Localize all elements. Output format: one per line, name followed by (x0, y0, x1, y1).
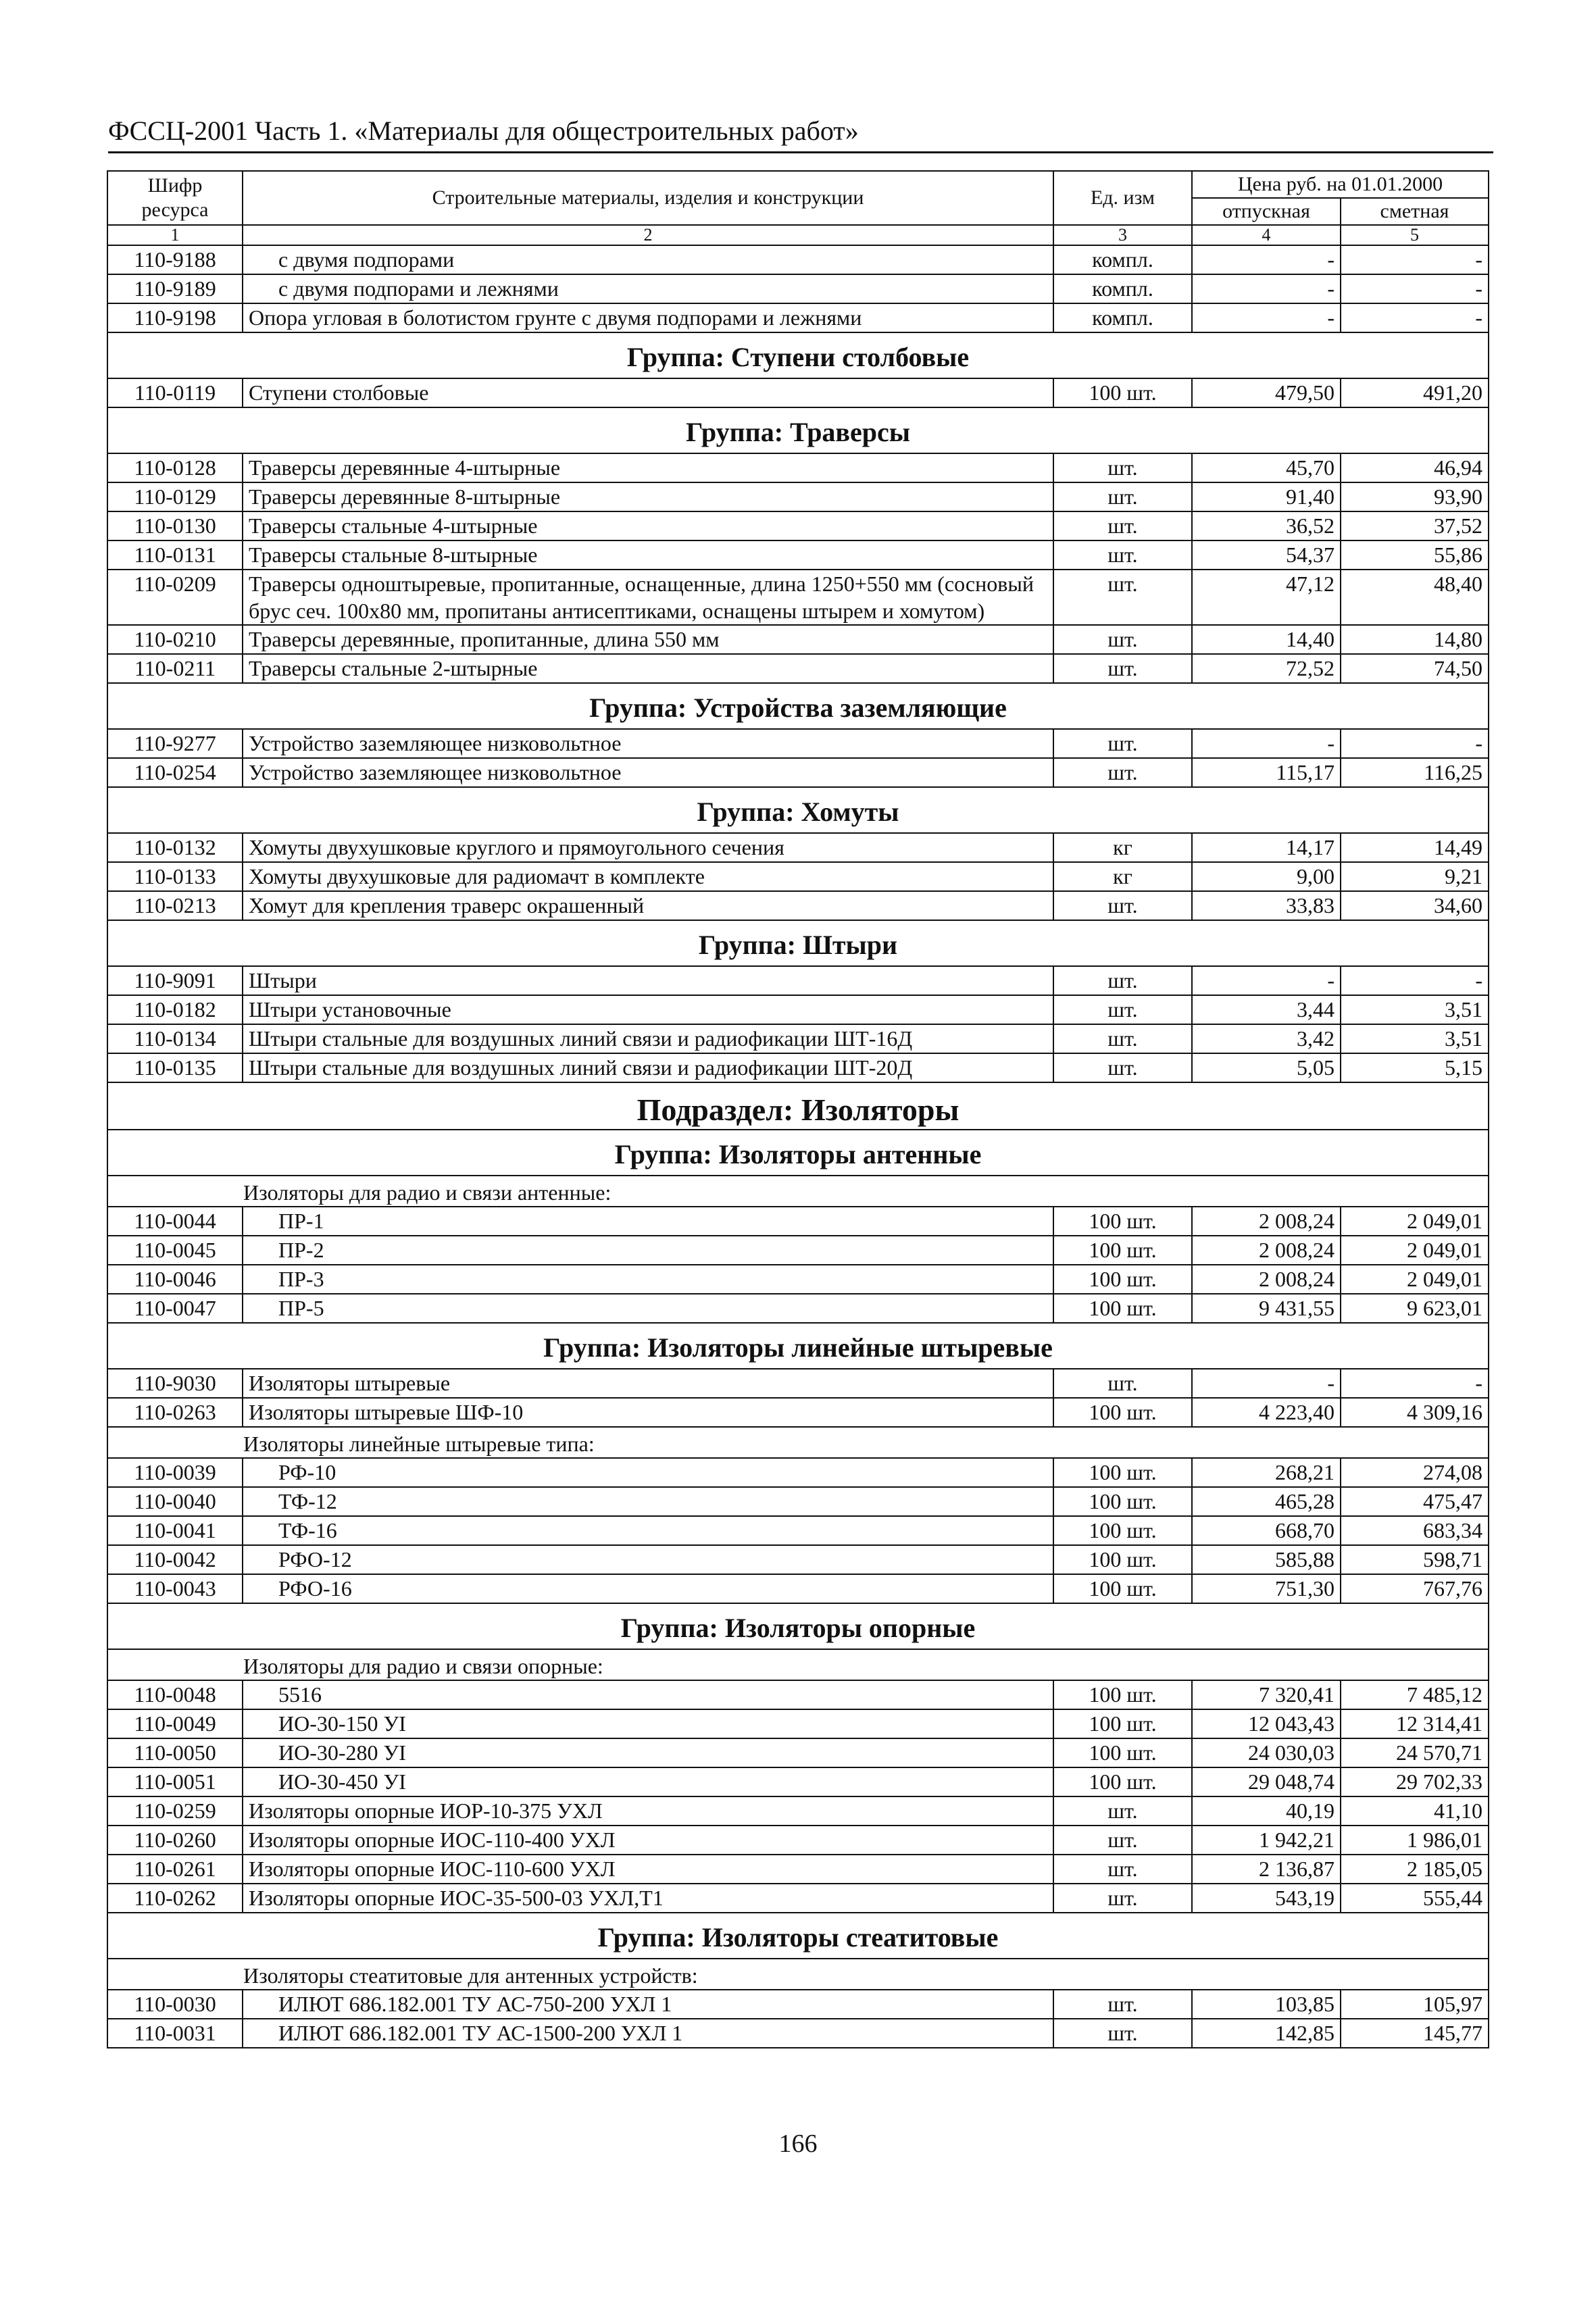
table-row (107, 1458, 1489, 1487)
resource-code: 110-0129 (107, 482, 243, 511)
material-name: Устройство заземляющее низковольтное (243, 758, 1053, 787)
estimate-price: 37,52 (1341, 511, 1489, 540)
release-price: 9 431,55 (1192, 1294, 1341, 1323)
table-row (107, 891, 1489, 920)
table-row (107, 1369, 1489, 1398)
col-code-header: Шифр ресурса (107, 171, 243, 225)
unit-of-measure: кг (1053, 833, 1192, 862)
table-row (107, 1738, 1489, 1767)
material-name: ПР-3 (243, 1265, 1053, 1294)
resource-code: 110-9198 (107, 303, 243, 332)
unit-of-measure: 100 шт. (1053, 1516, 1192, 1545)
resource-code: 110-0133 (107, 862, 243, 891)
release-price: 465,28 (1192, 1487, 1341, 1516)
estimate-price: 767,76 (1341, 1574, 1489, 1603)
group-heading: Группа: Ступени столбовые (107, 332, 1489, 378)
release-price: 12 043,43 (1192, 1709, 1341, 1738)
table-row (107, 1207, 1489, 1236)
unit-of-measure: 100 шт. (1053, 1265, 1192, 1294)
material-name: с двумя подпорами (243, 245, 1053, 274)
resource-code: 110-0213 (107, 891, 243, 920)
table-row (107, 758, 1489, 787)
release-price: - (1192, 245, 1341, 274)
estimate-price: 1 986,01 (1341, 1826, 1489, 1855)
material-name: Траверсы стальные 8-штырные (243, 540, 1053, 570)
unit-of-measure: шт. (1053, 1796, 1192, 1826)
unit-of-measure: компл. (1053, 274, 1192, 303)
col-number-5: 5 (1341, 225, 1489, 245)
group-heading-row (107, 1913, 1489, 1959)
resource-code: 110-0051 (107, 1767, 243, 1796)
col-number-1: 1 (107, 225, 243, 245)
note-row (107, 1176, 1489, 1207)
release-price: 5,05 (1192, 1053, 1341, 1082)
material-name: 5516 (243, 1680, 1053, 1709)
estimate-price: - (1341, 245, 1489, 274)
estimate-price: 14,49 (1341, 833, 1489, 862)
release-price: 7 320,41 (1192, 1680, 1341, 1709)
group-heading: Группа: Хомуты (107, 787, 1489, 833)
unit-of-measure: шт. (1053, 1855, 1192, 1884)
release-price: - (1192, 729, 1341, 758)
material-name: Траверсы деревянные, пропитанные, длина 550 мм (243, 625, 1053, 654)
material-name: Штыри стальные для воздушных линий связи и радиофикации ШТ-16Д (243, 1024, 1053, 1053)
material-name: Изоляторы опорные ИОС-110-600 УХЛ (243, 1855, 1053, 1884)
release-price: 72,52 (1192, 654, 1341, 683)
estimate-price: 93,90 (1341, 482, 1489, 511)
resource-code: 110-0209 (107, 570, 243, 625)
release-price: 2 136,87 (1192, 1855, 1341, 1884)
unit-of-measure: шт. (1053, 570, 1192, 625)
release-price: 36,52 (1192, 511, 1341, 540)
table-row (107, 1398, 1489, 1427)
release-price: 751,30 (1192, 1574, 1341, 1603)
unit-of-measure: шт. (1053, 729, 1192, 758)
table-row (107, 274, 1489, 303)
group-heading: Группа: Штыри (107, 920, 1489, 966)
estimate-price: - (1341, 274, 1489, 303)
release-price: - (1192, 274, 1341, 303)
table-row (107, 1767, 1489, 1796)
estimate-price: 3,51 (1341, 1024, 1489, 1053)
material-name: Изоляторы штыревые ШФ-10 (243, 1398, 1053, 1427)
release-price: - (1192, 303, 1341, 332)
resource-code: 110-0042 (107, 1545, 243, 1574)
material-name: Устройство заземляющее низковольтное (243, 729, 1053, 758)
page-header: ФССЦ-2001 Часть 1. «Материалы для общестроительных работ» (108, 114, 1493, 153)
subsection-heading-row (107, 1082, 1489, 1130)
estimate-price: 24 570,71 (1341, 1738, 1489, 1767)
group-heading-row (107, 407, 1489, 453)
table-row (107, 729, 1489, 758)
group-heading: Группа: Изоляторы опорные (107, 1603, 1489, 1649)
group-heading-row (107, 787, 1489, 833)
estimate-price: 3,51 (1341, 995, 1489, 1024)
page-number: 166 (778, 2130, 818, 2158)
resource-code: 110-0046 (107, 1265, 243, 1294)
unit-of-measure: 100 шт. (1053, 1458, 1192, 1487)
resource-code: 110-0134 (107, 1024, 243, 1053)
table-row (107, 1709, 1489, 1738)
resource-code: 110-0182 (107, 995, 243, 1024)
unit-of-measure: 100 шт. (1053, 378, 1192, 407)
material-name: Хомуты двухушковые круглого и прямоугольного сечения (243, 833, 1053, 862)
table-row (107, 1265, 1489, 1294)
table-row (107, 1545, 1489, 1574)
table-row (107, 1680, 1489, 1709)
unit-of-measure: шт. (1053, 2019, 1192, 2048)
material-name: Штыри установочные (243, 995, 1053, 1024)
unit-of-measure: 100 шт. (1053, 1574, 1192, 1603)
estimate-price: 2 185,05 (1341, 1855, 1489, 1884)
table-row (107, 995, 1489, 1024)
estimate-price: 7 485,12 (1341, 1680, 1489, 1709)
estimate-price: 274,08 (1341, 1458, 1489, 1487)
release-price: 24 030,03 (1192, 1738, 1341, 1767)
price-table-body (107, 245, 1489, 2048)
table-row (107, 654, 1489, 683)
estimate-price: 116,25 (1341, 758, 1489, 787)
material-name: Траверсы деревянные 8-штырные (243, 482, 1053, 511)
unit-of-measure: 100 шт. (1053, 1709, 1192, 1738)
unit-of-measure: 100 шт. (1053, 1207, 1192, 1236)
estimate-price: 9 623,01 (1341, 1294, 1489, 1323)
material-name: Штыри стальные для воздушных линий связи и радиофикации ШТ-20Д (243, 1053, 1053, 1082)
material-name: ИЛЮТ 686.182.001 ТУ АС-1500-200 УХЛ 1 (243, 2019, 1053, 2048)
release-price: 115,17 (1192, 758, 1341, 787)
release-price: 14,40 (1192, 625, 1341, 654)
release-price: 33,83 (1192, 891, 1341, 920)
estimate-price: 145,77 (1341, 2019, 1489, 2048)
note-row (107, 1649, 1489, 1680)
release-price: 668,70 (1192, 1516, 1341, 1545)
release-price: 45,70 (1192, 453, 1341, 482)
group-heading: Группа: Устройства заземляющие (107, 683, 1489, 729)
resource-code: 110-0210 (107, 625, 243, 654)
unit-of-measure: 100 шт. (1053, 1294, 1192, 1323)
release-price: 268,21 (1192, 1458, 1341, 1487)
resource-code: 110-0030 (107, 1990, 243, 2019)
release-price: 543,19 (1192, 1884, 1341, 1913)
release-price: - (1192, 966, 1341, 995)
table-row (107, 540, 1489, 570)
estimate-price: 105,97 (1341, 1990, 1489, 2019)
unit-of-measure: шт. (1053, 482, 1192, 511)
material-name: Траверсы стальные 2-штырные (243, 654, 1053, 683)
release-price: 2 008,24 (1192, 1265, 1341, 1294)
group-heading-row (107, 683, 1489, 729)
resource-code: 110-0263 (107, 1398, 243, 1427)
resource-code: 110-0132 (107, 833, 243, 862)
group-heading-row (107, 1603, 1489, 1649)
estimate-price: 48,40 (1341, 570, 1489, 625)
material-name: ИЛЮТ 686.182.001 ТУ АС-750-200 УХЛ 1 (243, 1990, 1053, 2019)
estimate-price: 34,60 (1341, 891, 1489, 920)
group-heading: Группа: Изоляторы стеатитовые (107, 1913, 1489, 1959)
group-note: Изоляторы линейные штыревые типа: (107, 1427, 1489, 1458)
resource-code: 110-0043 (107, 1574, 243, 1603)
resource-code: 110-0128 (107, 453, 243, 482)
estimate-price: 2 049,01 (1341, 1236, 1489, 1265)
unit-of-measure: 100 шт. (1053, 1680, 1192, 1709)
estimate-price: 14,80 (1341, 625, 1489, 654)
resource-code: 110-9091 (107, 966, 243, 995)
unit-of-measure: компл. (1053, 245, 1192, 274)
unit-of-measure: шт. (1053, 654, 1192, 683)
release-price: 91,40 (1192, 482, 1341, 511)
estimate-price: 5,15 (1341, 1053, 1489, 1082)
col-estimate-price-header: сметная (1341, 198, 1489, 225)
estimate-price: - (1341, 729, 1489, 758)
estimate-price: 598,71 (1341, 1545, 1489, 1574)
col-number-3: 3 (1053, 225, 1192, 245)
estimate-price: 2 049,01 (1341, 1207, 1489, 1236)
resource-code: 110-0259 (107, 1796, 243, 1826)
table-row (107, 1990, 1489, 2019)
estimate-price: 29 702,33 (1341, 1767, 1489, 1796)
unit-of-measure: шт. (1053, 966, 1192, 995)
estimate-price: 4 309,16 (1341, 1398, 1489, 1427)
unit-of-measure: компл. (1053, 303, 1192, 332)
material-name: Изоляторы опорные ИОР-10-375 УХЛ (243, 1796, 1053, 1826)
resource-code: 110-0211 (107, 654, 243, 683)
table-row (107, 1053, 1489, 1082)
price-table (107, 170, 1489, 2048)
release-price: 40,19 (1192, 1796, 1341, 1826)
unit-of-measure: шт. (1053, 453, 1192, 482)
table-row (107, 453, 1489, 482)
unit-of-measure: шт. (1053, 1884, 1192, 1913)
material-name: ИО-30-450 УI (243, 1767, 1053, 1796)
table-row (107, 1487, 1489, 1516)
estimate-price: 41,10 (1341, 1796, 1489, 1826)
estimate-price: 12 314,41 (1341, 1709, 1489, 1738)
resource-code: 110-9277 (107, 729, 243, 758)
resource-code: 110-0135 (107, 1053, 243, 1082)
resource-code: 110-0049 (107, 1709, 243, 1738)
resource-code: 110-0119 (107, 378, 243, 407)
estimate-price: 74,50 (1341, 654, 1489, 683)
material-name: ПР-5 (243, 1294, 1053, 1323)
estimate-price: - (1341, 966, 1489, 995)
material-name: РФ-10 (243, 1458, 1053, 1487)
note-row (107, 1427, 1489, 1458)
release-price: 9,00 (1192, 862, 1341, 891)
material-name: Изоляторы опорные ИОС-110-400 УХЛ (243, 1826, 1053, 1855)
table-row (107, 245, 1489, 274)
material-name: Ступени столбовые (243, 378, 1053, 407)
material-name: ТФ-16 (243, 1516, 1053, 1545)
release-price: 47,12 (1192, 570, 1341, 625)
table-row (107, 625, 1489, 654)
resource-code: 110-9189 (107, 274, 243, 303)
release-price: 103,85 (1192, 1990, 1341, 2019)
release-price: 54,37 (1192, 540, 1341, 570)
resource-code: 110-0048 (107, 1680, 243, 1709)
table-row (107, 1884, 1489, 1913)
material-name: ПР-1 (243, 1207, 1053, 1236)
resource-code: 110-0254 (107, 758, 243, 787)
unit-of-measure: шт. (1053, 1053, 1192, 1082)
material-name: Изоляторы штыревые (243, 1369, 1053, 1398)
unit-of-measure: шт. (1053, 540, 1192, 570)
resource-code: 110-0050 (107, 1738, 243, 1767)
release-price: 4 223,40 (1192, 1398, 1341, 1427)
table-row (107, 966, 1489, 995)
table-row (107, 2019, 1489, 2048)
note-row (107, 1959, 1489, 1990)
release-price: 585,88 (1192, 1545, 1341, 1574)
table-row (107, 862, 1489, 891)
unit-of-measure: 100 шт. (1053, 1767, 1192, 1796)
unit-of-measure: шт. (1053, 625, 1192, 654)
col-release-price-header: отпускная (1192, 198, 1341, 225)
resource-code: 110-0262 (107, 1884, 243, 1913)
material-name: ИО-30-280 УI (243, 1738, 1053, 1767)
release-price: 29 048,74 (1192, 1767, 1341, 1796)
estimate-price: - (1341, 303, 1489, 332)
release-price: 2 008,24 (1192, 1236, 1341, 1265)
resource-code: 110-0130 (107, 511, 243, 540)
material-name: ИО-30-150 УI (243, 1709, 1053, 1738)
release-price: 14,17 (1192, 833, 1341, 862)
table-row (107, 303, 1489, 332)
resource-code: 110-0131 (107, 540, 243, 570)
group-heading-row (107, 1323, 1489, 1369)
resource-code: 110-0041 (107, 1516, 243, 1545)
unit-of-measure: 100 шт. (1053, 1236, 1192, 1265)
table-row (107, 378, 1489, 407)
unit-of-measure: кг (1053, 862, 1192, 891)
table-row (107, 833, 1489, 862)
group-heading: Группа: Траверсы (107, 407, 1489, 453)
material-name: РФО-16 (243, 1574, 1053, 1603)
material-name: ТФ-12 (243, 1487, 1053, 1516)
material-name: Хомуты двухушковые для радиомачт в комплекте (243, 862, 1053, 891)
resource-code: 110-9188 (107, 245, 243, 274)
table-row (107, 511, 1489, 540)
table-row (107, 1236, 1489, 1265)
price-table-wrapper (107, 170, 1488, 2048)
unit-of-measure: шт. (1053, 1024, 1192, 1053)
col-unit-header: Ед. изм (1053, 171, 1192, 225)
unit-of-measure: 100 шт. (1053, 1738, 1192, 1767)
unit-of-measure: шт. (1053, 1990, 1192, 2019)
release-price: 142,85 (1192, 2019, 1341, 2048)
table-row (107, 570, 1489, 625)
resource-code: 110-9030 (107, 1369, 243, 1398)
table-row (107, 1024, 1489, 1053)
resource-code: 110-0039 (107, 1458, 243, 1487)
unit-of-measure: 100 шт. (1053, 1545, 1192, 1574)
material-name: Штыри (243, 966, 1053, 995)
table-row (107, 1574, 1489, 1603)
group-heading-row (107, 332, 1489, 378)
group-note: Изоляторы для радио и связи антенные: (107, 1176, 1489, 1207)
unit-of-measure: шт. (1053, 511, 1192, 540)
group-note: Изоляторы стеатитовые для антенных устройств: (107, 1959, 1489, 1990)
col-name-header: Строительные материалы, изделия и конструкции (243, 171, 1053, 225)
resource-code: 110-0261 (107, 1855, 243, 1884)
resource-code: 110-0031 (107, 2019, 243, 2048)
table-row (107, 1826, 1489, 1855)
material-name: ПР-2 (243, 1236, 1053, 1265)
material-name: РФО-12 (243, 1545, 1053, 1574)
resource-code: 110-0044 (107, 1207, 243, 1236)
group-heading-row (107, 920, 1489, 966)
estimate-price: 475,47 (1341, 1487, 1489, 1516)
unit-of-measure: шт. (1053, 758, 1192, 787)
unit-of-measure: шт. (1053, 1369, 1192, 1398)
estimate-price: 491,20 (1341, 378, 1489, 407)
material-name: Траверсы деревянные 4-штырные (243, 453, 1053, 482)
estimate-price: - (1341, 1369, 1489, 1398)
unit-of-measure: 100 шт. (1053, 1487, 1192, 1516)
table-row (107, 1796, 1489, 1826)
resource-code: 110-0040 (107, 1487, 243, 1516)
estimate-price: 2 049,01 (1341, 1265, 1489, 1294)
col-number-4: 4 (1192, 225, 1341, 245)
table-row (107, 482, 1489, 511)
material-name: Опора угловая в болотистом грунте с двумя подпорами и лежнями (243, 303, 1053, 332)
resource-code: 110-0045 (107, 1236, 243, 1265)
unit-of-measure: шт. (1053, 995, 1192, 1024)
group-heading: Группа: Изоляторы линейные штыревые (107, 1323, 1489, 1369)
group-note: Изоляторы для радио и связи опорные: (107, 1649, 1489, 1680)
group-heading: Группа: Изоляторы антенные (107, 1130, 1489, 1176)
group-heading-row (107, 1130, 1489, 1176)
material-name: Траверсы стальные 4-штырные (243, 511, 1053, 540)
col-number-2: 2 (243, 225, 1053, 245)
table-row (107, 1516, 1489, 1545)
table-row (107, 1855, 1489, 1884)
material-name: Хомут для крепления траверс окрашенный (243, 891, 1053, 920)
table-row (107, 1294, 1489, 1323)
unit-of-measure: шт. (1053, 1826, 1192, 1855)
estimate-price: 9,21 (1341, 862, 1489, 891)
material-name: Траверсы одноштыревые, пропитанные, оснащенные, длина 1250+550 мм (сосновый брус сеч. 100х80 мм, пропитаны антисептиками, оснащены штырем и хомутом) (243, 570, 1053, 625)
release-price: 479,50 (1192, 378, 1341, 407)
resource-code: 110-0260 (107, 1826, 243, 1855)
subsection-heading: Подраздел: Изоляторы (107, 1082, 1489, 1130)
release-price: - (1192, 1369, 1341, 1398)
estimate-price: 683,34 (1341, 1516, 1489, 1545)
unit-of-measure: 100 шт. (1053, 1398, 1192, 1427)
material-name: Изоляторы опорные ИОС-35-500-03 УХЛ,Т1 (243, 1884, 1053, 1913)
material-name: с двумя подпорами и лежнями (243, 274, 1053, 303)
release-price: 2 008,24 (1192, 1207, 1341, 1236)
release-price: 3,44 (1192, 995, 1341, 1024)
release-price: 1 942,21 (1192, 1826, 1341, 1855)
estimate-price: 55,86 (1341, 540, 1489, 570)
estimate-price: 46,94 (1341, 453, 1489, 482)
release-price: 3,42 (1192, 1024, 1341, 1053)
unit-of-measure: шт. (1053, 891, 1192, 920)
estimate-price: 555,44 (1341, 1884, 1489, 1913)
col-price-header: Цена руб. на 01.01.2000 (1192, 171, 1489, 198)
resource-code: 110-0047 (107, 1294, 243, 1323)
